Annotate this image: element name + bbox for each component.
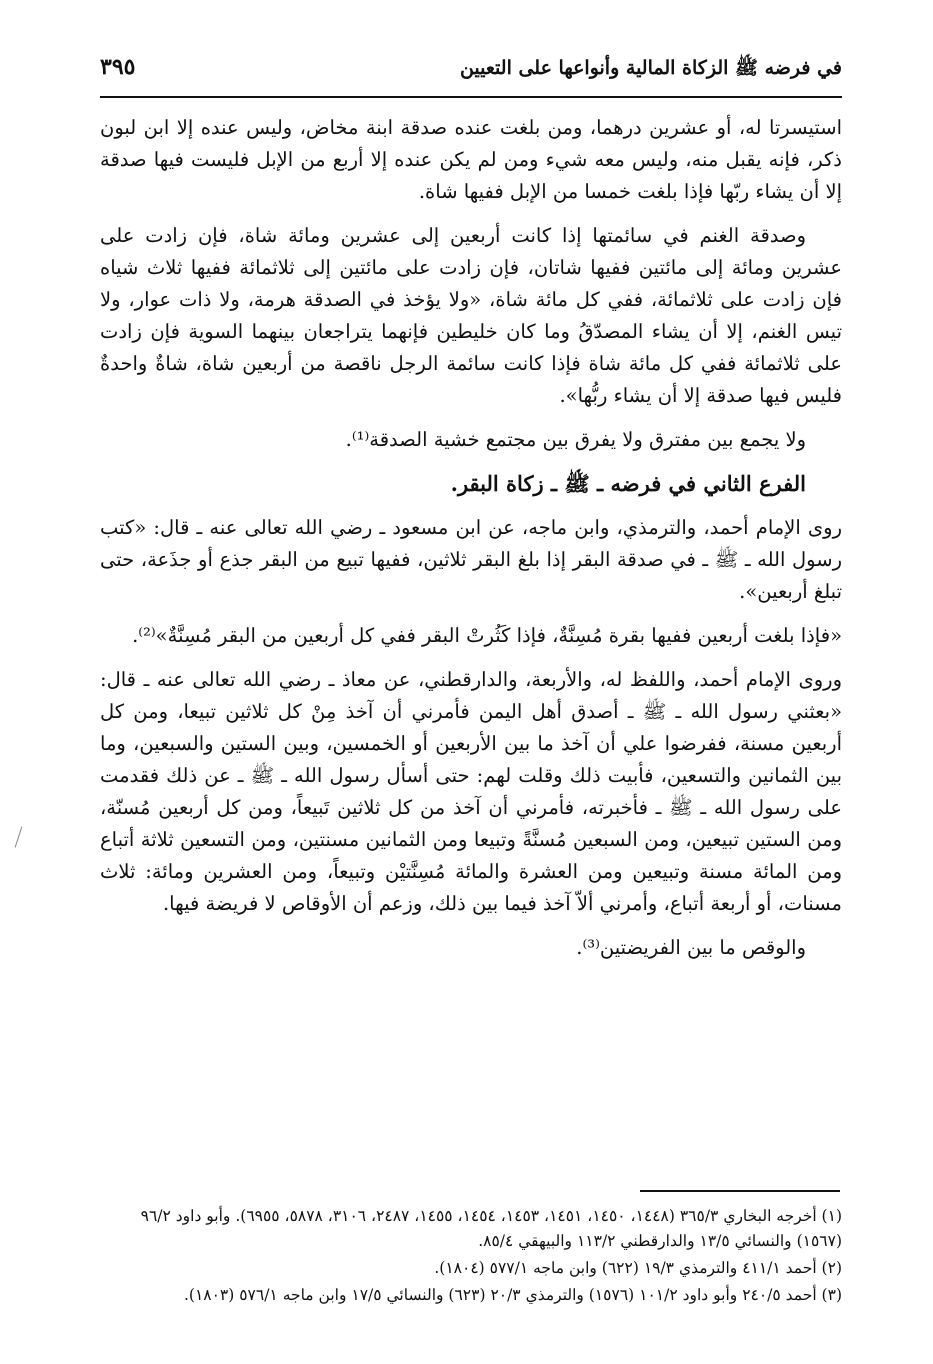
paragraph: والوقص ما بين الفريضتين⁽³⁾.: [576, 936, 806, 959]
paragraph: «فإذا بلغت أربعين ففيها بقرة مُسِنَّةٌ، فإذا كَثُرتْ البقر ففي كل أربعين من البقر مُسِنَّةٌ»⁽²⁾.: [132, 624, 842, 647]
footnotes: [100, 1204, 842, 1310]
footnote: (٣) أحمد ٢٤٠/٥ وأبو داود ١٠١/٢ (١٥٧٦) والترمذي ٢٠/٣ (٦٢٣) والنسائي ١٧/٥ وابن ماجه ٥٧٦/١ (١٨٠٣).: [183, 1286, 842, 1304]
paragraph: وروى الإمام أحمد، واللفظ له، والأربعة، والدارقطني، عن معاذ ـ رضي الله تعالى عنه ـ قال: «بعثني رسول الله ـ ﷺ ـ أصدق أهل اليمن فأمرني أن آخذ مِنْ كل ثلاثين تبيعا، ومن كل أربعين مسنة، ففرضوا علي أن آخذ ما بين الأربعين أو الخمسين، وبين الستين والسبعين، وما بين الثمانين والتسعين، فأبيت ذلك وقلت لهم: حتى أسأل رسول الله ـ ﷺ ـ عن ذلك فقدمت على رسول الله ـ ﷺ ـ فأخبرته، فأمرني أن آخذ من كل ثلاثين تَبيعاً، ومن كل أربعين مُسنّة، ومن الستين تبيعين، ومن السبعين مُسنَّةً وتبيعا ومن الثمانين مسنتين، ومن التسعين ثلاثة أتباع ومن المائة مسنة وتبيعين ومن العشرة والمائة مُسِنَّتيْن وتبيعاً، ومن العشرين ومائة: ثلاث مسنات، أو أربعة أتباع، وأمرني ألاّ آخذ فيما بين ذلك، وزعم أن الأوقاص لا فريضة فيها.: [100, 668, 842, 915]
footnote: (١) أخرجه البخاري ٣٦٥/٣ (١٤٤٨، ١٤٥٠، ١٤٥١، ١٤٥٣، ١٤٥٤، ١٤٥٥، ٢٤٨٧، ٣١٠٦، ٥٨٧٨، ٦٩٥٥). وأبو داود ٩٦/٢ (١٥٦٧) والنسائي ١٣/٥ والدارقطني ١١٣/٢ والبيهقي ٨٥/٤.: [140, 1207, 842, 1250]
paragraph: استيسرتا له، أو عشرين درهما، ومن بلغت عنده صدقة ابنة مخاض، وليس عنده إلا ابن لبون ذكر، فإنه يقبل منه، وليس معه شيء ومن لم يكن عنده إلا أربع من الإبل فليست فيها صدقة إلا أن يشاء ربّها فإذا بلغت خمسا من الإبل ففيها شاة.: [100, 116, 842, 203]
margin-mark: [15, 826, 23, 847]
paragraph: وصدقة الغنم في سائمتها إذا كانت أربعين إلى عشرين ومائة شاة، فإن زادت على عشرين ومائة إلى مائتين ففيها شاتان، فإن زادت على مائتين إلى ثلاثمائة ففيها ثلاث شياه فإن زادت على ثلاثمائة، ففي كل مائة شاة، «ولا يؤخذ في الصدقة هرمة، ولا ذات عوار، ولا تيس الغنم، إلا أن يشاء المصدّقُ وما كان خليطين فإنهما يتراجعان بينهما السوية فإن زادت على ثلاثمائة ففي كل مائة شاة فإذا كانت سائمة الرجل ناقصة من أربعين شاة، شاةٌ واحدةٌ فليس فيها صدقة إلا أن يشاء ربُّها».: [100, 224, 842, 407]
footnote: (٢) أحمد ٤١١/١ والترمذي ١٩/٣ (٦٢٢) وابن ماجه ٥٧٧/١ (١٨٠٤).: [434, 1259, 842, 1277]
paragraph: ولا يجمع بين مفترق ولا يفرق بين مجتمع خشية الصدقة⁽¹⁾.: [345, 428, 806, 451]
running-header: [100, 48, 842, 98]
section-heading: الفرع الثاني في فرضه ـ ﷺ ـ زكاة البقر.: [450, 471, 806, 496]
paragraph: روى الإمام أحمد، والترمذي، وابن ماجه، عن ابن مسعود ـ رضي الله تعالى عنه ـ قال: «كتب رسول الله ـ ﷺ ـ في صدقة البقر إذا بلغ البقر ثلاثين، ففيها تبيع من البقر جذع أو جذَعة، حتى تبلغ أربعين».: [100, 516, 842, 603]
footnote-separator: [640, 1190, 840, 1192]
main-text: [100, 112, 842, 976]
running-title: في فرضه ﷺ الزكاة المالية وأنواعها على التعيين: [459, 57, 842, 79]
header-rule: [100, 96, 842, 98]
page-number: ٣٩٥: [100, 54, 136, 80]
